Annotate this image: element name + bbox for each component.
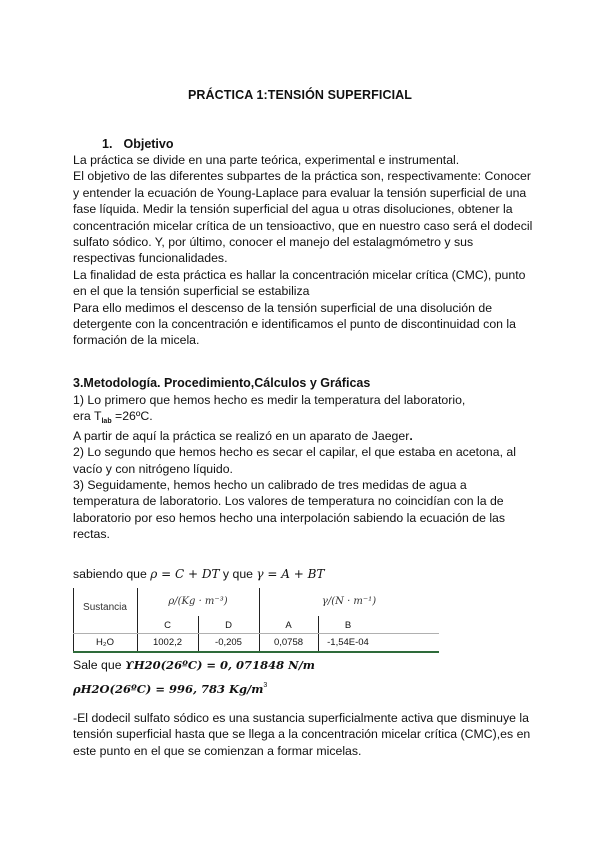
subcolumn-A: A	[285, 620, 292, 631]
section-1-heading-text: Objetivo	[123, 137, 174, 151]
text-line: temperatura de laboratorio. Los valores de temperatura no coincidían con la de	[73, 494, 504, 509]
temperature-value: =26ºC.	[111, 409, 153, 424]
equation-line	[73, 566, 533, 582]
subcolumn-D: D	[225, 620, 232, 631]
text-line: 2) Lo segundo que hemos hecho es secar el capilar, el que estaba en acetona, al	[73, 445, 516, 460]
section-1-number: 1.	[102, 137, 113, 151]
jaeger-line	[73, 428, 533, 444]
result-prefix: Sale que	[73, 658, 125, 672]
section-3-heading: 3.Metodología. Procedimiento,Cálculos y Gráficas	[73, 376, 371, 390]
column-substance: Sustancia	[83, 602, 127, 613]
table-bottom-rule	[73, 651, 439, 653]
equation-prefix: sabiendo que	[73, 567, 151, 581]
text-line: este punto en el que se comienzan a formar micelas.	[73, 743, 362, 758]
value-C: 1002,2	[152, 637, 183, 648]
row-name-water: H₂O	[96, 637, 114, 648]
table-row-rule	[73, 633, 439, 634]
density-equation: ρ = C + DT	[150, 567, 220, 581]
equation-connector: y que	[219, 567, 257, 581]
result-density-line	[73, 681, 533, 700]
temperature-prefix: era T	[73, 409, 102, 424]
tension-result: ϒH20(26ºC) = 0, 071848 N/m	[124, 658, 315, 672]
subcolumn-B: B	[344, 620, 352, 631]
text-line: 3) Seguidamente, hemos hecho un calibrado de tres medidas de agua a	[73, 478, 467, 493]
text-line: y entender la ecuación de Young-Laplace para evaluar la tensión superficial de una	[73, 185, 527, 200]
page-title: PRÁCTICA 1:TENSIÓN SUPERFICIAL	[187, 88, 413, 102]
subcolumn-C: C	[164, 620, 171, 631]
text-line: -El dodecil sulfato sódico es una sustancia superficialmente activa que disminuye la	[73, 711, 529, 725]
section-1-body	[73, 152, 533, 349]
text-line: respectivas funcionalidades.	[73, 251, 228, 266]
closing-paragraph	[73, 710, 533, 759]
result-tension-line	[73, 657, 533, 673]
text-line: tensión superficial hasta que se llega a la concentración micelar crítica (CMC),es en	[73, 727, 531, 742]
text-line: La finalidad de esta práctica es hallar la concentración micelar crítica (CMC), punto	[73, 267, 526, 282]
temperature-subscript: lab	[101, 418, 112, 426]
column-tension: γ/(N · m⁻¹)	[321, 596, 377, 607]
text-line: detergente con la concentración e identificamos el punto de discontinuidad con la	[73, 317, 516, 332]
jaeger-period: .	[409, 428, 413, 443]
section-1-heading	[102, 137, 174, 151]
text-line: sulfato sódico. Y, por último, conocer el manejo del estalagmómetro y sus	[73, 235, 474, 250]
density-exponent: 3	[263, 682, 268, 689]
text-line: La práctica se divide en una parte teórica, experimental e instrumental.	[73, 153, 460, 167]
jaeger-text: A partir de aquí la práctica se realizó en un aparato de Jaeger	[73, 428, 410, 443]
tension-equation: γ = A + BT	[256, 567, 325, 581]
text-line: vacío y con nitrógeno líquido.	[73, 461, 233, 476]
section-3-body	[73, 392, 533, 543]
column-density: ρ/(Kg · m⁻³)	[168, 596, 228, 607]
text-line: fase líquida. Medir la tensión superficial del agua u otras disoluciones, obtener la	[73, 202, 513, 217]
text-line: 1) Lo primero que hemos hecho es medir la temperatura del laboratorio,	[73, 393, 466, 407]
text-line: laboratorio por eso hemos hecho una interpolación sabiendo la ecuación de las	[73, 510, 506, 525]
value-D: -0,205	[215, 637, 242, 648]
text-line: formación de la micela.	[73, 333, 200, 348]
text-line: Para ello medimos el descenso de la tensión superficial de una disolución de	[73, 300, 493, 315]
text-line: rectas.	[73, 527, 110, 542]
density-result: ρH2O(26ºC) = 996, 783 Kg/m	[73, 682, 264, 696]
value-A: 0,0758	[273, 637, 304, 648]
text-line: en el que la tensión superficial se estabiliza	[73, 284, 310, 299]
value-B: -1,54E-04	[327, 637, 369, 648]
text-line: concentración micelar crítica de un tensioactivo, que en nuestro caso será el dodecil	[73, 218, 533, 233]
temperature-line	[73, 408, 533, 427]
coefficients-table	[73, 588, 439, 652]
text-line: El objetivo de las diferentes subpartes de la práctica son, respectivamente: Conocer	[73, 169, 531, 184]
